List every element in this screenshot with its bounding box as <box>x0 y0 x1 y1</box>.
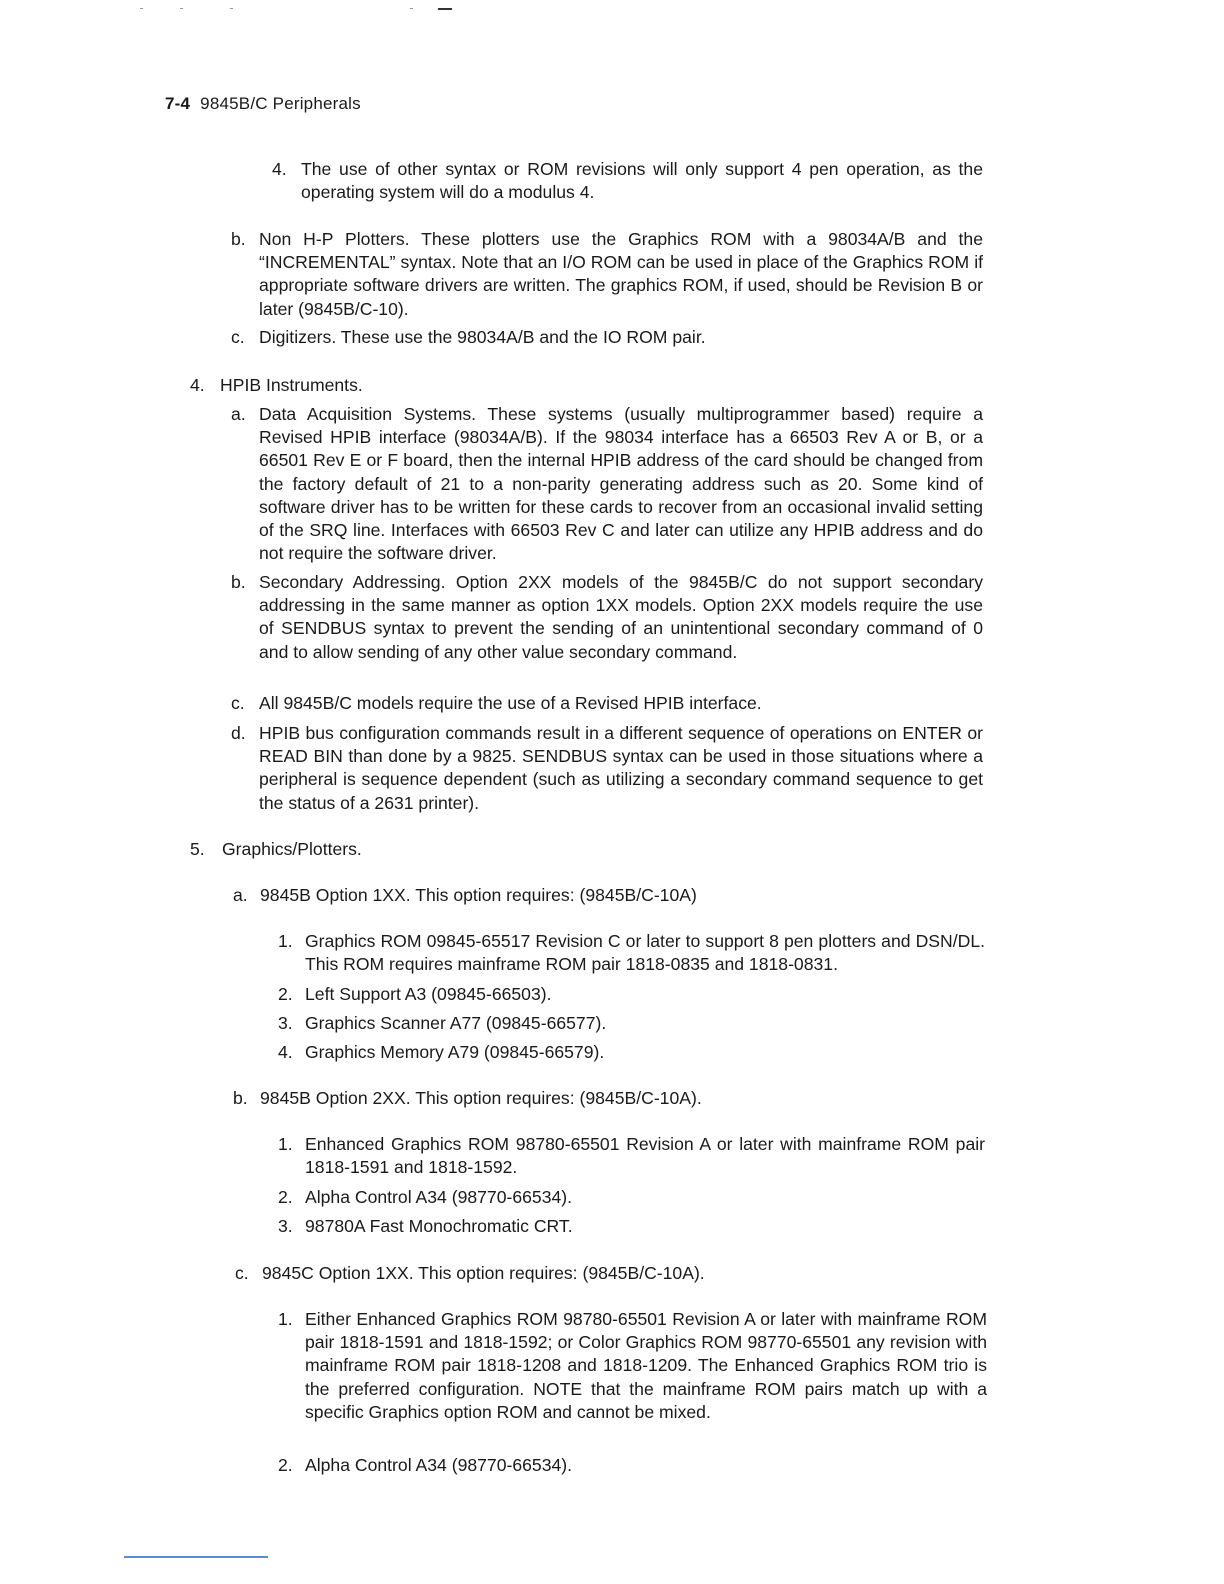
list-letter: d. <box>231 723 246 743</box>
section-number: 5. <box>190 839 205 859</box>
subsection-heading: 9845B Option 2XX. This option requires: (9845B/C-10A). <box>260 1088 702 1108</box>
list-item-text: The use of other syntax or ROM revisions will only support 4 pen operation, as the operating system will do a modulus 4. <box>301 159 983 203</box>
list-item-text: Data Acquisition Systems. These systems (usually multiprogrammer based) require a Revised HPIB interface (98034A/B). If the 98034 interface has a 66503 Rev A or B, or a 66501 Rev E or F board, then the internal HPIB address of the card should be changed from the factory default of 21 to a non-parity generating address such as 20. Some kind of software driver has to be written for these cards to recover from an occasional invalid setting of the SRQ line. Interfaces with 66503 Rev C and later can utilize any HPIB address and do not require the software driver. <box>259 404 983 564</box>
list-item-text: Alpha Control A34 (98770-66534). <box>305 1187 573 1207</box>
list-item-text: Left Support A3 (09845-66503). <box>305 984 552 1004</box>
list-number: 3. <box>278 1216 293 1236</box>
section-title: Graphics/Plotters. <box>222 839 362 859</box>
list-number: 1. <box>278 1134 293 1154</box>
list-number: 2. <box>278 1455 293 1475</box>
list-item-text: Graphics Memory A79 (09845-66579). <box>305 1042 605 1062</box>
list-letter: c. <box>231 693 245 713</box>
footer-rule <box>124 1556 268 1558</box>
list-item-text: 98780A Fast Monochromatic CRT. <box>305 1216 573 1236</box>
section-number: 4. <box>190 375 205 395</box>
list-number: 4. <box>272 159 287 179</box>
list-letter: b. <box>231 229 246 249</box>
list-item-text: All 9845B/C models require the use of a Revised HPIB interface. <box>259 693 762 713</box>
list-item-text: Secondary Addressing. Option 2XX models of the 9845B/C do not support secondary addressing in the same manner as option 1XX models. Option 2XX models require the use of SENDBUS syntax to prevent the sending of an unintentional secondary command of 0 and to allow sending of any other value secondary command. <box>259 572 983 662</box>
list-item-text: Non H-P Plotters. These plotters use the Graphics ROM with a 98034A/B and the “INCREMENTAL” syntax. Note that an I/O ROM can be used in place of the Graphics ROM if appropriate software drivers are written. The graphics ROM, if used, should be Revision B or later (9845B/C-10). <box>259 229 983 319</box>
list-number: 2. <box>278 984 293 1004</box>
subsection-heading: 9845B Option 1XX. This option requires: (9845B/C-10A) <box>260 885 697 905</box>
section-title: 9845B/C Peripherals <box>200 94 361 113</box>
list-number: 2. <box>278 1187 293 1207</box>
page-number: 7-4 <box>165 94 191 113</box>
scan-marks <box>140 6 470 12</box>
list-item-text: Enhanced Graphics ROM 98780-65501 Revision A or later with mainframe ROM pair 1818-1591 and 1818-1592. <box>305 1134 985 1178</box>
list-letter: a. <box>233 885 248 905</box>
section-title: HPIB Instruments. <box>220 375 363 395</box>
list-letter: c. <box>231 327 245 347</box>
list-number: 3. <box>278 1013 293 1033</box>
list-item-text: Either Enhanced Graphics ROM 98780-65501 Revision A or later with mainframe ROM pair 1818-1591 and 1818-1592; or Color Graphics ROM 98770-65501 any revision with mainframe ROM pair 1818-1208 and 1818-1209. The Enhanced Graphics ROM trio is the preferred configuration. NOTE that the mainframe ROM pairs match up with a specific Graphics option ROM and cannot be mixed. <box>305 1309 987 1422</box>
subsection-heading: 9845C Option 1XX. This option requires: (9845B/C-10A). <box>262 1263 705 1283</box>
list-number: 1. <box>278 931 293 951</box>
list-letter: b. <box>233 1088 248 1108</box>
list-item-text: Alpha Control A34 (98770-66534). <box>305 1455 573 1475</box>
list-item-text: Digitizers. These use the 98034A/B and the IO ROM pair. <box>259 327 706 347</box>
list-number: 1. <box>278 1309 293 1329</box>
list-number: 4. <box>278 1042 293 1062</box>
page-header <box>165 94 361 114</box>
list-letter: b. <box>231 572 246 592</box>
list-letter: c. <box>235 1263 249 1283</box>
list-item-text: Graphics ROM 09845-65517 Revision C or later to support 8 pen plotters and DSN/DL. This ROM requires mainframe ROM pair 1818-0835 and 1818-0831. <box>305 931 985 975</box>
list-item-text: Graphics Scanner A77 (09845-66577). <box>305 1013 607 1033</box>
list-item-text: HPIB bus configuration commands result in a different sequence of operations on ENTER or READ BIN than done by a 9825. SENDBUS syntax can be used in those situations where a peripheral is sequence dependent (such as utilizing a secondary command sequence to get the status of a 2631 printer). <box>259 723 983 813</box>
list-letter: a. <box>231 404 246 424</box>
